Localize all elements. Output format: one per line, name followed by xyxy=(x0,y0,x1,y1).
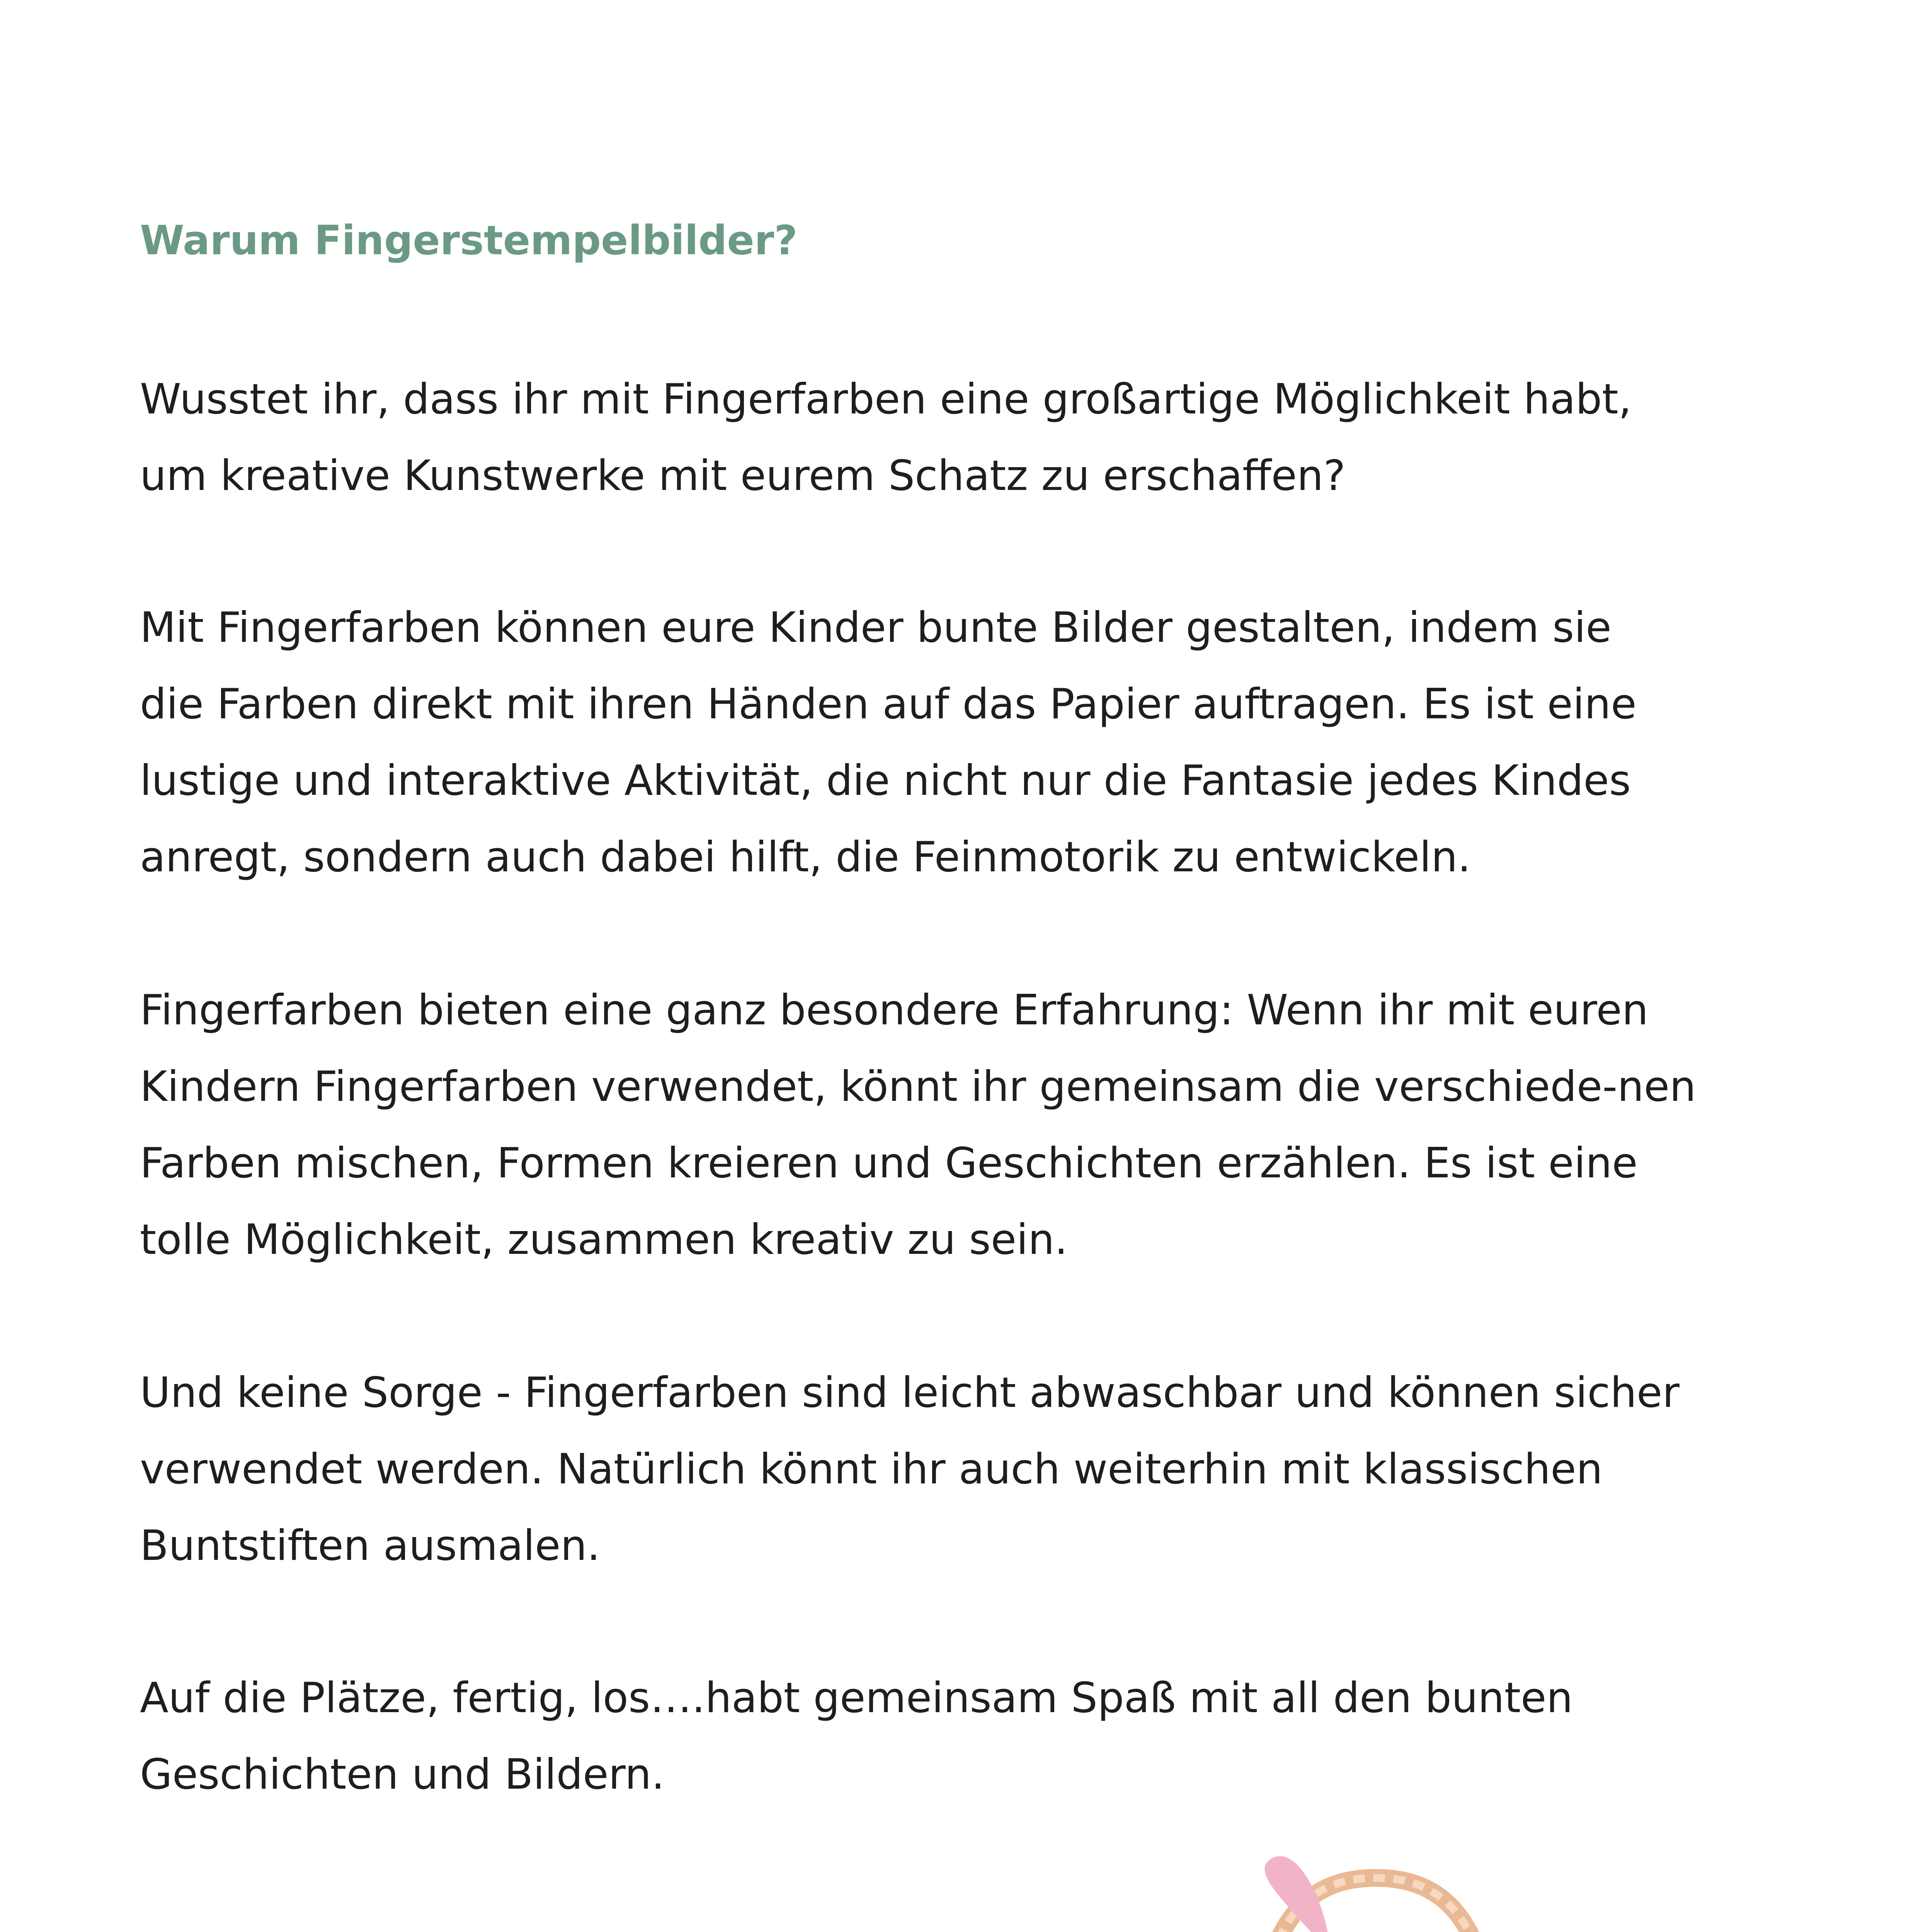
paragraph-line: Mit Fingerfarben können eure Kinder bunte Bilder gestalten, indem sie xyxy=(140,604,1611,652)
paragraph-line: Farben mischen, Formen kreieren und Geschichten erzählen. Es ist eine xyxy=(140,1139,1638,1187)
paragraph-closing xyxy=(140,1660,1802,1813)
paragraph-benefits xyxy=(140,590,1802,896)
paragraph-line: anregt, sondern auch dabei hilft, die Feinmotorik zu entwickeln. xyxy=(140,833,1471,881)
paragraph-line: Auf die Plätze, fertig, los….habt gemeinsam Spaß mit all den bunten xyxy=(140,1674,1573,1722)
paragraph-line: tolle Möglichkeit, zusammen kreativ zu sein. xyxy=(140,1216,1068,1264)
paragraph-no-worries xyxy=(140,1355,1802,1584)
paragraph-line: Geschichten und Bildern. xyxy=(140,1750,665,1799)
paragraph-line: Fingerfarben bieten eine ganz besondere Erfahrung: Wenn ihr mit euren xyxy=(140,986,1649,1034)
paragraph-line: die Farben direkt mit ihren Händen auf das Papier auftragen. Es ist eine xyxy=(140,680,1637,728)
page-title: Warum Fingerstempelbilder? xyxy=(140,217,798,264)
paragraph-line: Und keine Sorge - Fingerfarben sind leicht abwaschbar und können sicher xyxy=(140,1369,1680,1417)
paragraph-intro xyxy=(140,361,1802,514)
paragraph-line: verwendet werden. Natürlich könnt ihr auch weiterhin mit klassischen xyxy=(140,1445,1603,1493)
paragraph-line: um kreative Kunstwerke mit eurem Schatz zu erschaffen? xyxy=(140,452,1346,500)
easter-chicks-illustration xyxy=(618,1847,1700,1932)
paragraph-line: Buntstiften ausmalen. xyxy=(140,1522,601,1570)
paragraph-line: Wusstet ihr, dass ihr mit Fingerfarben eine großartige Möglichkeit habt, xyxy=(140,375,1632,423)
paragraph-experience xyxy=(140,972,1802,1278)
paragraph-line: lustige und interaktive Aktivität, die nicht nur die Fantasie jedes Kindes xyxy=(140,757,1631,805)
easter-basket-icon xyxy=(1221,1878,1534,1932)
paragraph-line: Kindern Fingerfarben verwendet, könnt ihr gemeinsam die verschiede-nen xyxy=(140,1063,1696,1111)
